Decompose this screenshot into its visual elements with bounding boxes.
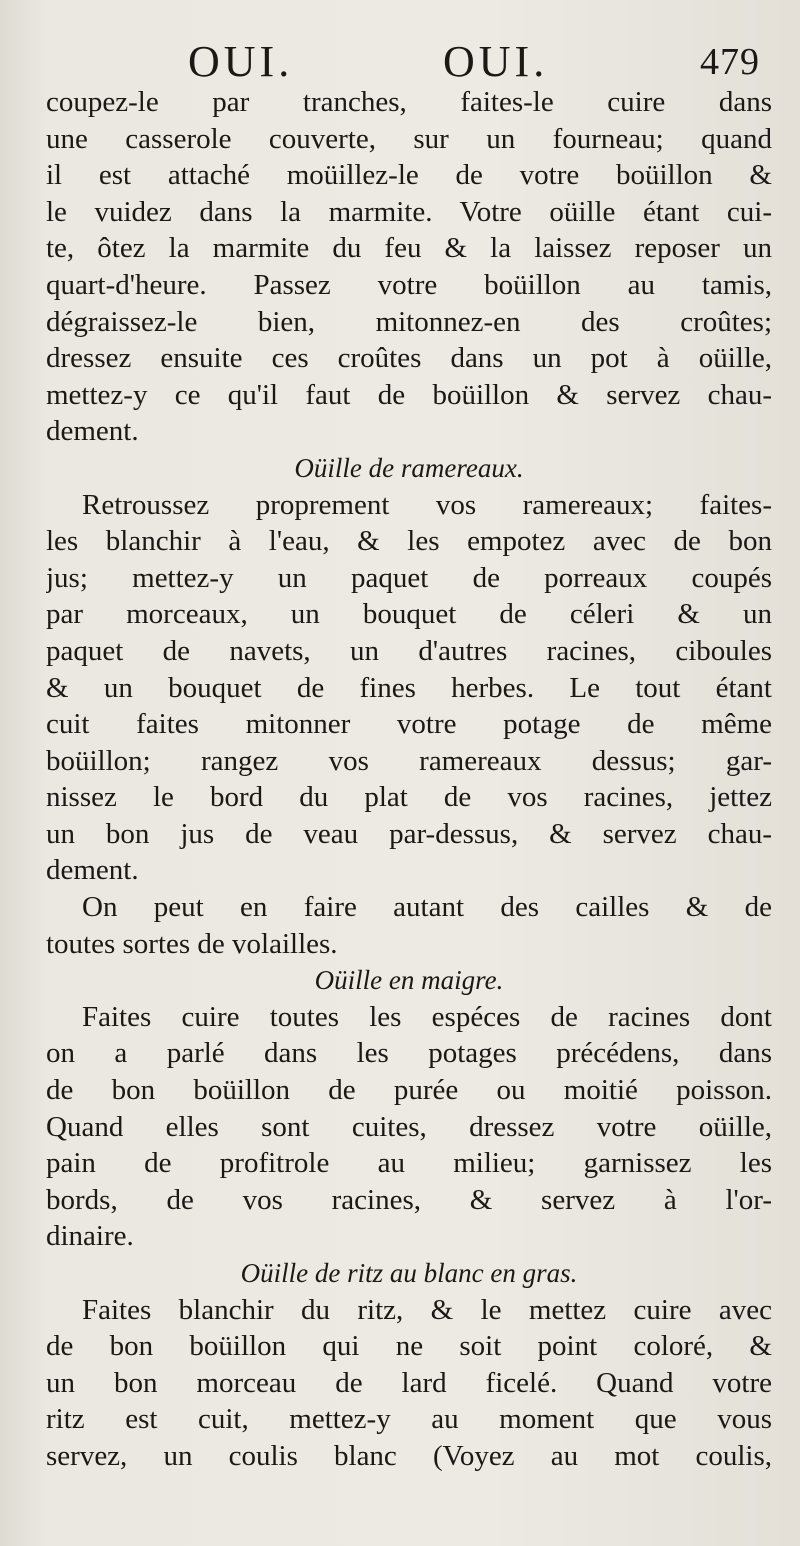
text-line: dégraissez-le bien, mitonnez-en des croûtes; [46,305,772,338]
header-right-word: OUI. [443,37,549,86]
text-line: servez, un coulis blanc (Voyez au mot coulis, [46,1439,772,1472]
text-line: une casserole couverte, sur un fourneau; quand [46,122,772,155]
page-number: 479 [700,41,760,83]
section-heading: Oüille de ramereaux. [294,452,524,483]
header-left-word: OUI. [188,37,294,86]
text-line: coupez-le par tranches, faites-le cuire dans [46,86,772,118]
text-line: jus; mettez-y un paquet de porreaux coupés [46,561,772,594]
text-line: dinaire. [46,1220,134,1253]
text-line: On peut en faire autant des cailles & de [82,891,772,924]
section-heading: Oüille de ritz au blanc en gras. [240,1258,578,1288]
text-line: boüillon; rangez vos ramereaux dessus; gar- [46,744,772,777]
text-line: le vuidez dans la marmite. Votre oüille étant cui- [46,195,772,228]
page-text [46,84,772,1475]
text-line: par morceaux, un bouquet de céleri & un [46,598,772,631]
text-line: quart-d'heure. Passez votre boüillon au tamis, [46,268,772,301]
text-line: mettez-y ce qu'il faut de boüillon & servez chau- [46,378,772,411]
text-line: on a parlé dans les potages précédens, dans [46,1037,772,1070]
text-line: toutes sortes de volailles. [46,927,338,960]
text-line: un bon morceau de lard ficelé. Quand votre [46,1366,772,1399]
text-line: dement. [46,415,139,448]
text-line: nissez le bord du plat de vos racines, jettez [46,781,772,814]
text-line: & un bouquet de fines herbes. Le tout étant [46,671,772,704]
text-line: paquet de navets, un d'autres racines, ciboules [46,634,772,667]
text-line: de bon boüillon qui ne soit point coloré, & [46,1330,772,1363]
text-line: Faites cuire toutes les espéces de racines dont [82,1000,772,1033]
text-line: pain de profitrole au milieu; garnissez les [46,1147,772,1180]
text-line: il est attaché moüillez-le de votre boüillon & [46,159,772,192]
text-line: bords, de vos racines, & servez à l'or- [46,1183,772,1216]
text-line: ritz est cuit, mettez-y au moment que vous [46,1403,772,1436]
text-line: les blanchir à l'eau, & les empotez avec de bon [46,525,772,558]
text-line: de bon boüillon de purée ou moitié poisson. [46,1074,772,1107]
text-line: dressez ensuite ces croûtes dans un pot à oüille, [46,342,772,375]
text-line: Quand elles sont cuites, dressez votre oüille, [46,1110,772,1143]
text-line: un bon jus de veau par-dessus, & servez chau- [46,817,772,850]
section-heading: Oüille en maigre. [314,965,504,996]
running-header [0,30,800,86]
text-line: dement. [46,854,139,887]
text-line: Retroussez proprement vos ramereaux; faites- [82,488,772,521]
text-line: cuit faites mitonner votre potage de même [46,708,772,741]
text-line: te, ôtez la marmite du feu & la laissez reposer un [46,232,772,265]
text-line: Faites blanchir du ritz, & le mettez cuire avec [82,1293,772,1326]
